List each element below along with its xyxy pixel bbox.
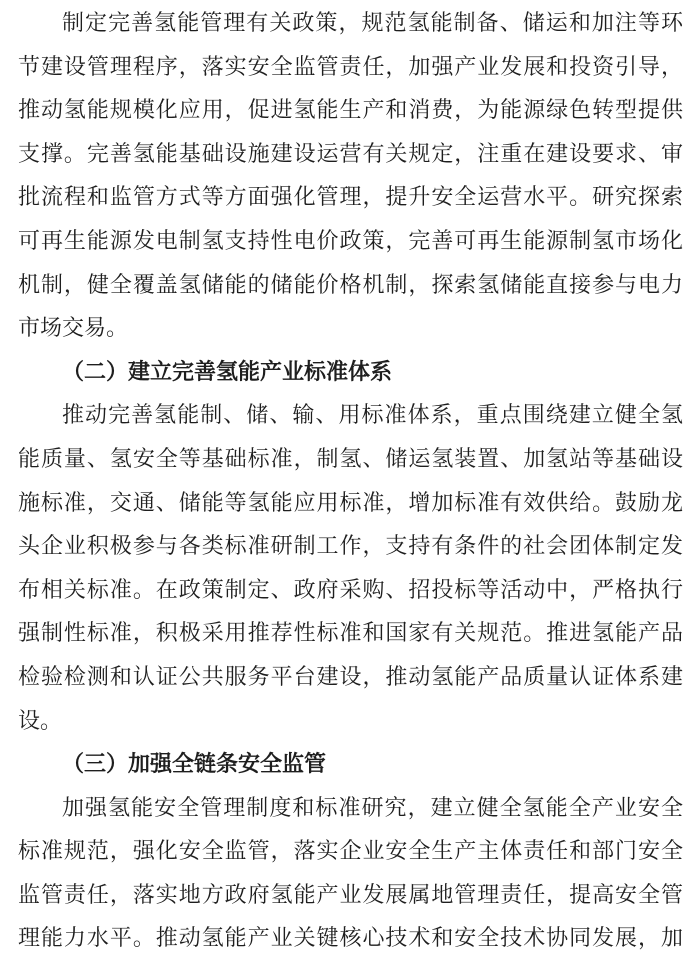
text-line: 头企业积极参与各类标准研制工作，支持有条件的社会团体制定发 [18,533,683,559]
text-line: 推动完善氢能制、储、输、用标准体系，重点围绕建立健全氢 [62,402,683,428]
text-line: 制定完善氢能管理有关政策，规范氢能制备、储运和加注等环 [62,10,683,35]
text-line: 机制，健全覆盖氢储能的储能价格机制，探索氢储能直接参与电力 [18,271,683,297]
text-line: 理能力水平。推动氢能产业关键核心技术和安全技术协同发展，加 [18,925,683,951]
text-line: 检验检测和认证公共服务平台建设，推动氢能产品质量认证体系建 [18,663,683,689]
text-line: 能质量、氢安全等基础标准，制氢、储运氢装置、加氢站等基础设 [18,445,683,471]
text-line: 支撑。完善氢能基础设施建设运营有关规定，注重在建设要求、审 [18,140,683,166]
text-line: 标准规范，强化安全监管，落实企业安全生产主体责任和部门安全 [18,838,683,864]
text-line: 推动氢能规模化应用，促进氢能生产和消费，为能源绿色转型提供 [18,97,683,123]
text-line: 加强氢能安全管理制度和标准研究，建立健全氢能全产业安全 [62,794,683,820]
text-line: 布相关标准。在政策制定、政府采购、招投标等活动中，严格执行 [18,576,683,602]
text-line: 可再生能源发电制氢支持性电价政策，完善可再生能源制氢市场化 [18,227,683,253]
text-line: 强制性标准，积极采用推荐性标准和国家有关规范。推进氢能产品 [18,620,683,646]
text-line: 市场交易。 [18,315,129,341]
text-line: 监管责任，落实地方政府氢能产业发展属地管理责任，提高安全管 [18,881,683,907]
text-line: 施标准，交通、储能等氢能应用标准，增加标准有效供给。鼓励龙 [18,489,683,515]
section-heading-2: （二）建立完善氢能产业标准体系 [62,358,393,384]
text-line: 设。 [18,707,63,733]
text-line: 节建设管理程序，落实安全监管责任，加强产业发展和投资引导， [18,53,683,79]
text-line: 批流程和监管方式等方面强化管理，提升安全运营水平。研究探索 [18,184,683,210]
section-heading-3: （三）加强全链条安全监管 [62,751,327,777]
